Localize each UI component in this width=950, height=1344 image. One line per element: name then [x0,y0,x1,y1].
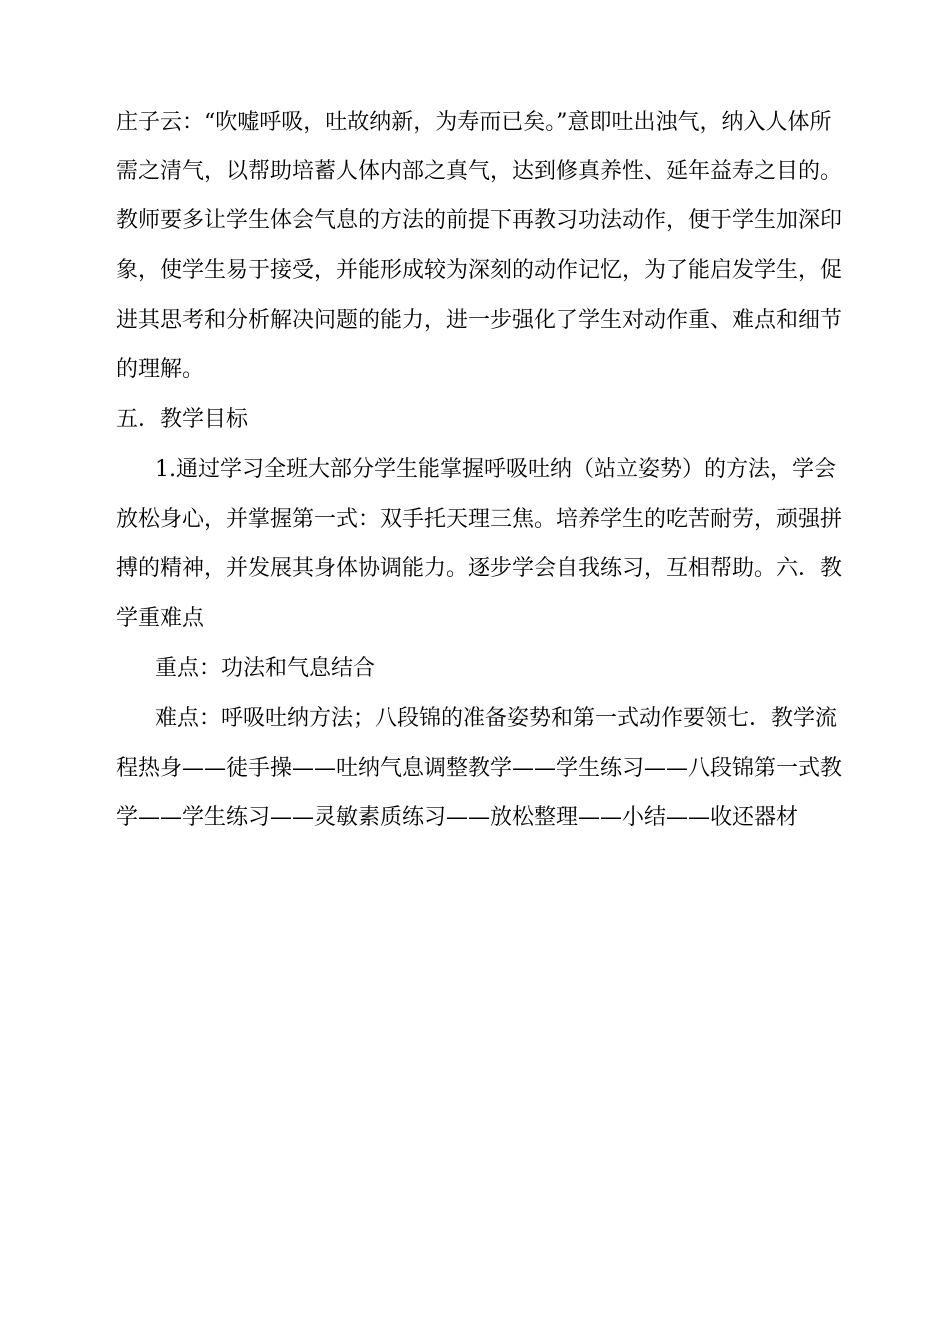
text-line: 学重难点 [116,606,205,631]
text-line: 难点：呼吸吐纳方法；八段锦的准备姿势和第一式动作要领七．教学流 [155,706,838,731]
text-line: 象，使学生易于接受，并能形成较为深刻的动作记忆，为了能启发学生，促 [116,258,843,283]
text-line: 搏的精神，并发展其身体协调能力。逐步学会自我练习，互相帮助。六．教 [116,556,843,581]
text-line: 需之清气，以帮助培蓄人体内部之真气，达到修真养性、延年益寿之目的。 [116,159,843,184]
text-line: 进其思考和分析解决问题的能力，进一步强化了学生对动作重、难点和细节 [116,308,843,333]
text-line: 学——学生练习——灵敏素质练习——放松整理——小结——收还器材 [116,805,799,830]
text-line: 重点：功法和气息结合 [155,656,376,681]
text-line: 1.通过学习全班大部分学生能掌握呼吸吐纳（站立姿势）的方法，学会 [155,457,836,482]
text-line: 程热身——徒手操——吐纳气息调整教学——学生练习——八段锦第一式教 [116,756,843,781]
section-heading: 五．教学目标 [116,407,249,432]
text-line: 放松身心，并掌握第一式：双手托天理三焦。培养学生的吃苦耐劳，顽强拼 [116,507,843,532]
text-line: 的理解。 [116,357,205,382]
text-line: 教师要多让学生体会气息的方法的前提下再教习功法动作，便于学生加深印 [116,208,843,233]
text-line: 庄子云：“吹嘘呼吸，吐故纳新，为寿而已矣。”意即吐出浊气，纳入人体所 [116,110,832,135]
